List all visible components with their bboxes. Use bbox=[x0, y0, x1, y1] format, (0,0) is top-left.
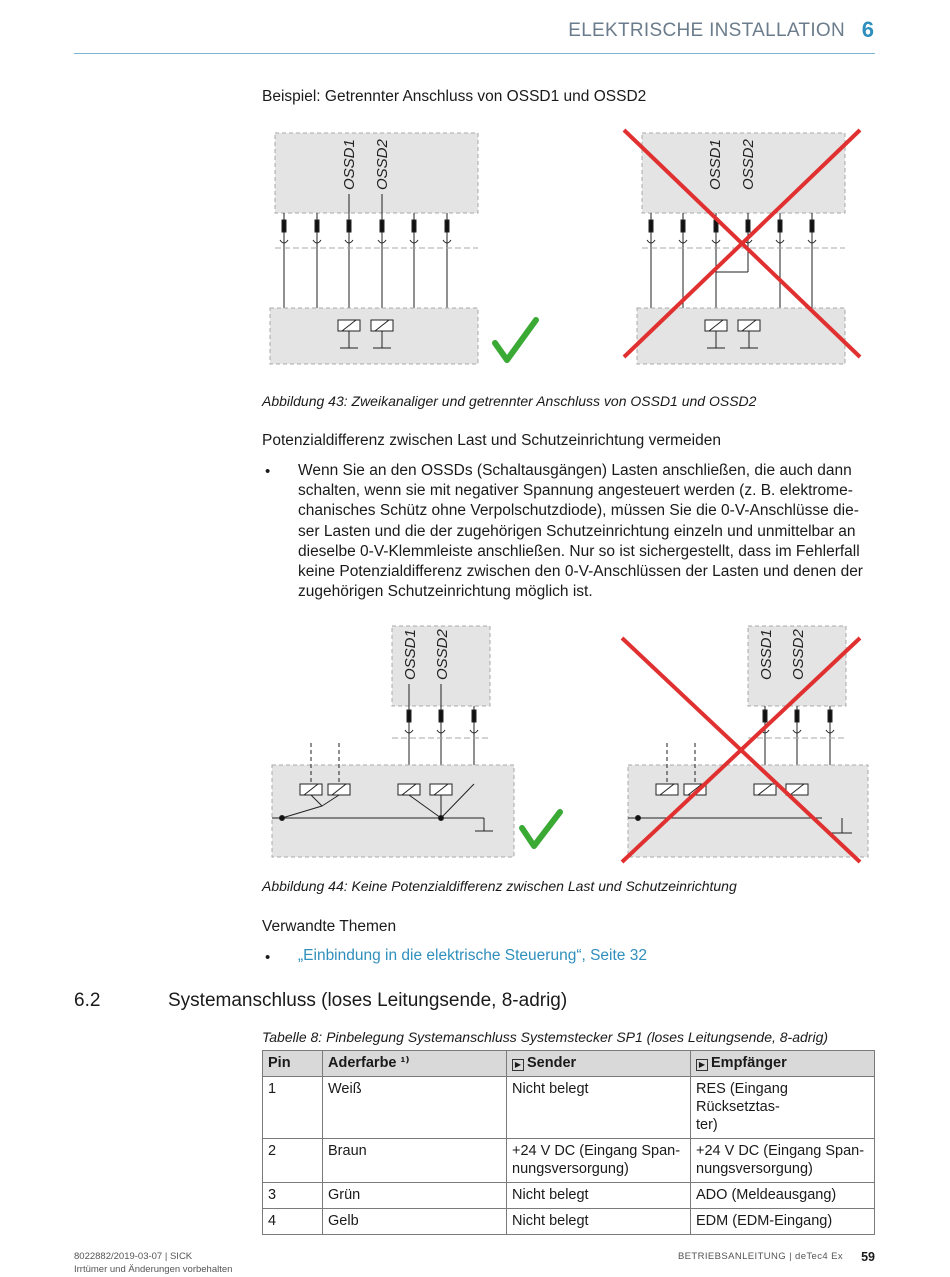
header-divider bbox=[74, 53, 875, 54]
ossd1-label-wrong: OSSD1 bbox=[707, 139, 724, 190]
cell-receiver: +24 V DC (Eingang Span- nungsversorgung) bbox=[691, 1139, 875, 1183]
related-bullet: • bbox=[265, 949, 271, 966]
footer-disclaimer: Irrtümer und Änderungen vorbehalten bbox=[74, 1264, 233, 1275]
table-row bbox=[263, 1139, 875, 1183]
figure-44-diagram bbox=[262, 618, 882, 868]
cell-color: Grün bbox=[323, 1183, 507, 1209]
table-header-row bbox=[263, 1051, 875, 1077]
potential-heading: Potenzialdifferenz zwischen Last und Schutzeinrichtung vermeiden bbox=[262, 432, 721, 449]
ossd2-label-fig44: OSSD2 bbox=[434, 629, 451, 680]
cell-pin: 3 bbox=[263, 1183, 323, 1209]
footer-doc-info bbox=[74, 1250, 232, 1276]
section-title: Systemanschluss (loses Leitungsende, 8-adrig) bbox=[168, 990, 568, 1011]
ossd2-label: OSSD2 bbox=[374, 139, 391, 190]
cell-sender: +24 V DC (Eingang Span- nungsversorgung) bbox=[507, 1139, 691, 1183]
check-icon bbox=[495, 320, 536, 360]
ossd2-label-wrong: OSSD2 bbox=[740, 139, 757, 190]
cell-pin: 4 bbox=[263, 1209, 323, 1235]
footer-doc-number: 8022882/2019-03-07 | SICK bbox=[74, 1251, 193, 1262]
figure-44-caption: Abbildung 44: Keine Potenzialdifferenz zwischen Last und Schutzeinrichtung bbox=[262, 878, 737, 894]
table-row bbox=[263, 1183, 875, 1209]
section-number: 6.2 bbox=[74, 990, 101, 1011]
cell-sender: Nicht belegt bbox=[507, 1077, 691, 1139]
ossd1-label-fig44: OSSD1 bbox=[402, 629, 419, 680]
receiver-icon: ▶ bbox=[696, 1059, 708, 1071]
cell-pin: 2 bbox=[263, 1139, 323, 1183]
header-wire-color: Aderfarbe ¹⁾ bbox=[323, 1051, 507, 1077]
header-receiver: ▶ Empfänger bbox=[691, 1051, 875, 1077]
cell-color: Gelb bbox=[323, 1209, 507, 1235]
related-topic-link[interactable]: „Einbindung in die elektrische Steuerung“, Seite 32 bbox=[298, 947, 647, 964]
footer-manual-title: BETRIEBSANLEITUNG | deTec4 Ex bbox=[677, 1251, 843, 1262]
header-pin: Pin bbox=[263, 1051, 323, 1077]
potential-paragraph: Wenn Sie an den OSSDs (Schaltausgängen) Lasten anschließen, die auch dann schalten, wenn sie mit negativer Spannung angesteuert werden (z. B. elektrome- chanisches Schütz ohne Verpolschutzdiode), müssen Sie die 0-V-Anschlüsse die- ser Lasten und die der zugehörigen Schutzeinrichtung einzeln und unmittelbar an dieselbe 0-V-Klemmleiste anschließen. Nur so ist sichergestellt, dass im Fehlerfall keine Potenzialdifferenz zwischen den 0-V-Anschlüssen der Lasten und denen der zugehörigen Schutzeinrichtung möglich ist. bbox=[298, 462, 863, 601]
figure-44-wrong-wiring bbox=[622, 626, 868, 862]
figure-44-correct-wiring bbox=[272, 626, 560, 857]
ossd1-label-fig44-wrong: OSSD1 bbox=[758, 629, 775, 680]
chapter-number: 6 bbox=[861, 17, 874, 42]
cell-color: Weiß bbox=[323, 1077, 507, 1139]
figure-43-wrong-wiring bbox=[624, 130, 860, 364]
chapter-title: ELEKTRISCHE INSTALLATION bbox=[568, 20, 845, 41]
table-row bbox=[263, 1209, 875, 1235]
cell-receiver: RES (Eingang Rücksetztas- ter) bbox=[691, 1077, 875, 1139]
example-heading: Beispiel: Getrennter Anschluss von OSSD1 und OSSD2 bbox=[262, 88, 647, 105]
cell-receiver: EDM (EDM-Eingang) bbox=[691, 1209, 875, 1235]
pin-assignment-table bbox=[262, 1050, 875, 1235]
figure-43-correct-wiring bbox=[270, 133, 536, 364]
cell-sender: Nicht belegt bbox=[507, 1209, 691, 1235]
related-heading: Verwandte Themen bbox=[262, 918, 397, 935]
ossd2-label-fig44-wrong: OSSD2 bbox=[790, 629, 807, 680]
header-sender: ▶ Sender bbox=[507, 1051, 691, 1077]
bullet-marker: • bbox=[265, 463, 271, 480]
cell-sender: Nicht belegt bbox=[507, 1183, 691, 1209]
figure-43-caption: Abbildung 43: Zweikanaliger und getrennter Anschluss von OSSD1 und OSSD2 bbox=[262, 393, 757, 409]
cell-receiver: ADO (Meldeausgang) bbox=[691, 1183, 875, 1209]
page-number: 59 bbox=[861, 1250, 875, 1264]
ossd1-label: OSSD1 bbox=[341, 139, 358, 190]
cell-pin: 1 bbox=[263, 1077, 323, 1139]
table-row bbox=[263, 1077, 875, 1139]
check-icon-fig44 bbox=[522, 812, 560, 846]
figure-43-diagram bbox=[262, 120, 882, 380]
sender-icon: ▶ bbox=[512, 1059, 524, 1071]
table-caption: Tabelle 8: Pinbelegung Systemanschluss Systemstecker SP1 (loses Leitungsende, 8-adrig) bbox=[262, 1029, 829, 1045]
cell-color: Braun bbox=[323, 1139, 507, 1183]
